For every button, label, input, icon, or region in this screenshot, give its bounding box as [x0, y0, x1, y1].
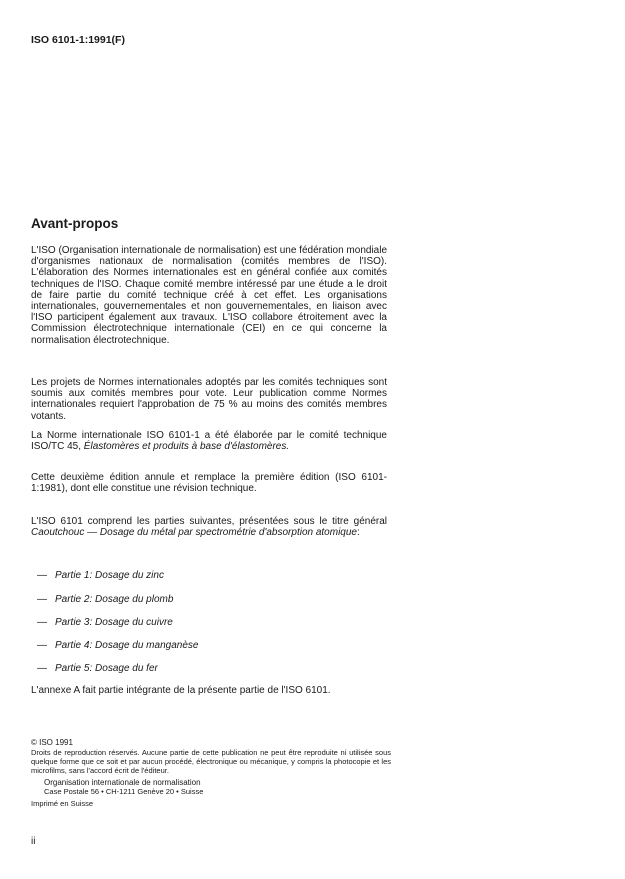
part-title: Dosage du plomb [95, 594, 174, 605]
list-item: — Partie 5: Dosage du fer [37, 663, 158, 674]
paragraph-tc45 [31, 430, 387, 452]
copyright: © ISO 1991 [31, 738, 73, 747]
paragraph-edition: Cette deuxième édition annule et remplace la première édition (ISO 6101-1:1981), dont elle constitue une révision technique. [31, 472, 387, 495]
part-label: Partie 2: [55, 594, 93, 605]
list-item: — Partie 4: Dosage du manganèse [37, 640, 199, 651]
part-title: Dosage du zinc [95, 570, 164, 581]
paragraph-parts [31, 516, 387, 538]
part-title: Dosage du manganèse [95, 640, 199, 651]
part-label: Partie 1: [55, 570, 93, 581]
list-item: — Partie 1: Dosage du zinc [37, 570, 164, 581]
organization-name: Organisation internationale de normalisation [44, 778, 201, 787]
text: : [356, 527, 360, 539]
series-title: Caoutchouc — Dosage du métal par spectrométrie d'absorption atomique [31, 527, 357, 539]
part-title: Dosage du fer [95, 663, 158, 674]
document-number: ISO 6101-1:1991(F) [31, 34, 125, 46]
list-item: — Partie 3: Dosage du cuivre [37, 617, 173, 628]
paragraph-drafts: Les projets de Normes internationales adoptés par les comités techniques sont soumis aux comités membres pour vote. Leur publication comme Normes internationales requiert l'approbation de 75 % au moins des comités membres votants. [31, 377, 387, 422]
organization-address: Case Postale 56 • CH-1211 Genève 20 • Suisse [44, 787, 204, 796]
printed-in: Imprimé en Suisse [31, 799, 94, 808]
part-label: Partie 3: [55, 617, 93, 628]
text: La Norme internationale ISO 6101-1 a été élaborée par le comité technique ISO/TC 45, [31, 430, 387, 453]
section-title: Avant-propos [31, 216, 119, 231]
paragraph-iso-intro: L'ISO (Organisation internationale de normalisation) est une fédération mondiale d'organismes nationaux de normalisation (comités membres de l'ISO). L'élaboration des Normes internationales est en général confiée aux comités techniques de l'ISO. Chaque comité membre intéressé par une étude a le droit de faire partie du comité technique créé à cet effet. Les organisations internationales, gouvernementales et non gouvernementales, en liaison avec l'ISO participent également aux travaux. L'ISO collabore étroitement avec la Commission électrotechnique internationale (CEI) en ce qui concerne la normalisation électrotechnique. [31, 245, 388, 346]
paragraph-annex: L'annexe A fait partie intégrante de la présente partie de l'ISO 6101. [31, 685, 331, 696]
committee-name: Élastomères et produits à base d'élastomères. [83, 441, 290, 453]
page-number: ii [31, 836, 36, 847]
rights-notice: Droits de reproduction réservés. Aucune partie de cette publication ne peut être reproduite ni utilisée sous quelque forme que ce soit et par aucun procédé, électronique ou mécanique, y compris la photocopie et les microfilms, sans l'accord écrit de l'éditeur. [31, 748, 391, 775]
list-item: — Partie 2: Dosage du plomb [37, 594, 174, 605]
text: L'ISO 6101 comprend les parties suivantes, présentées sous le titre général [31, 516, 387, 527]
part-title: Dosage du cuivre [95, 617, 173, 628]
part-label: Partie 4: [55, 640, 93, 651]
part-label: Partie 5: [55, 663, 93, 674]
